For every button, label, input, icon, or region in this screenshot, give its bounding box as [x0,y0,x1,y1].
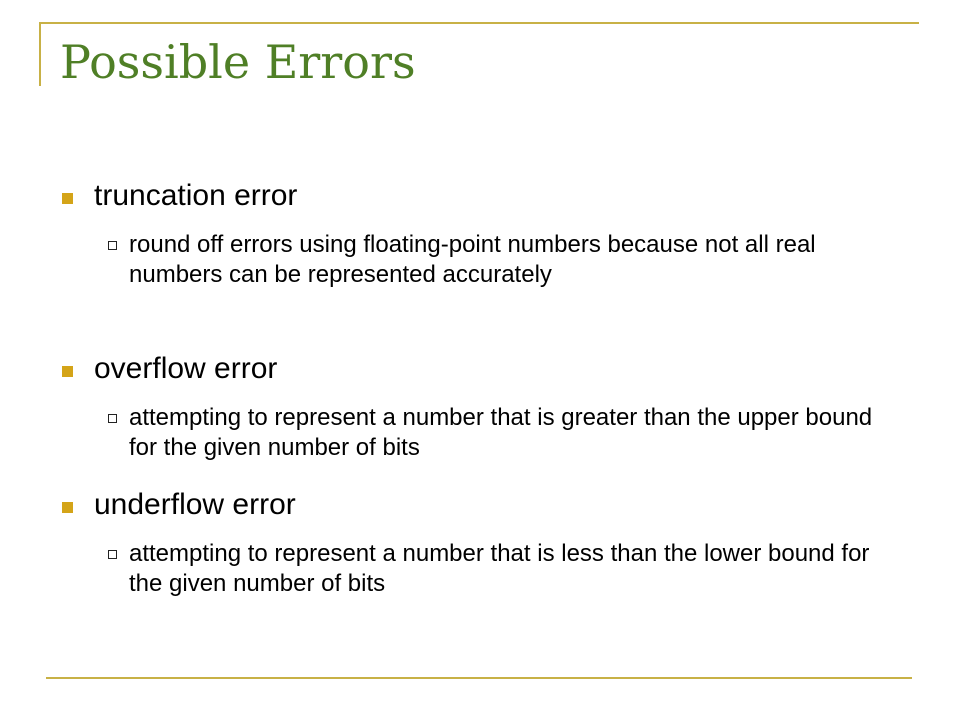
decorative-left-rule [39,22,41,86]
filled-square-bullet-icon [62,502,73,513]
bullet-detail: attempting to represent a number that is less than the lower bound for the given number of bits [129,540,870,597]
decorative-top-rule [39,22,919,24]
filled-square-bullet-icon [62,366,73,377]
bullet-heading: truncation error [94,179,298,212]
hollow-square-bullet-icon [108,241,117,250]
bullet-detail: round off errors using floating-point numbers because not all real numbers can be represented accurately [129,231,816,288]
filled-square-bullet-icon [62,193,73,204]
hollow-square-bullet-icon [108,414,117,423]
slide-title: Possible Errors [60,35,416,89]
bullet-detail: attempting to represent a number that is greater than the upper bound for the given number of bits [129,404,873,461]
hollow-square-bullet-icon [108,550,117,559]
decorative-bottom-rule [46,677,912,679]
bullet-heading: overflow error [94,352,278,385]
bullet-heading: underflow error [94,488,296,521]
